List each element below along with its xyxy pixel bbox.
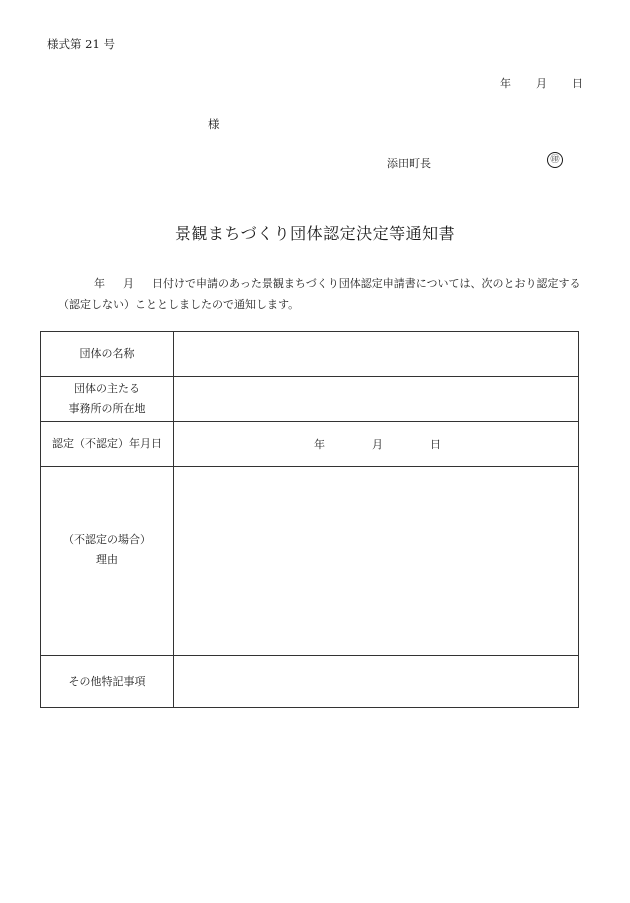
body-paragraph bbox=[58, 273, 586, 315]
table-row bbox=[41, 332, 579, 377]
body-text: 日付けで申請のあった景観まちづくり団体認定申請書については、次のとおり認定する（認定しない）こととしましたので通知します。 bbox=[58, 277, 581, 311]
body-month-label: 月 bbox=[123, 277, 134, 290]
office-address-label-line2: 事務所の所在地 bbox=[68, 402, 146, 415]
date-day-label: 日 bbox=[572, 77, 583, 90]
cert-month-label: 月 bbox=[372, 438, 383, 451]
group-name-label-text: 団体の名称 bbox=[79, 347, 135, 360]
table-row bbox=[41, 422, 579, 467]
office-address-value bbox=[174, 377, 579, 422]
other-notes-value bbox=[174, 656, 579, 708]
other-notes-label bbox=[41, 656, 174, 708]
rejection-reason-label-line2: 理由 bbox=[96, 553, 118, 566]
date-year-label: 年 bbox=[500, 77, 511, 90]
body-year-label: 年 bbox=[94, 277, 105, 290]
table-row bbox=[41, 467, 579, 656]
issuer-name: 添田町長 bbox=[387, 157, 431, 170]
cert-year-label: 年 bbox=[314, 438, 325, 451]
group-name-value bbox=[174, 332, 579, 377]
rejection-reason-value bbox=[174, 467, 579, 656]
certification-date-label-text: 認定（不認定）年月日 bbox=[52, 437, 162, 450]
cert-day-label: 日 bbox=[430, 438, 441, 451]
notification-form-table bbox=[40, 331, 579, 708]
other-notes-label-text: その他特記事項 bbox=[68, 674, 146, 688]
seal-mark: ㊞ bbox=[547, 152, 563, 168]
group-name-label bbox=[41, 332, 174, 377]
issue-date-line bbox=[500, 75, 583, 91]
certification-date-value bbox=[174, 422, 579, 467]
table-row bbox=[41, 656, 579, 708]
rejection-reason-label bbox=[41, 467, 174, 656]
date-month-label: 月 bbox=[536, 77, 547, 90]
document-title: 景観まちづくり団体認定決定等通知書 bbox=[174, 224, 456, 243]
office-address-label-line1: 団体の主たる bbox=[74, 382, 140, 395]
rejection-reason-label-line1: （不認定の場合） bbox=[63, 533, 151, 546]
office-address-label bbox=[41, 377, 174, 422]
form-number: 様式第 21 号 bbox=[47, 37, 115, 51]
addressee-suffix: 様 bbox=[208, 117, 220, 131]
table-row bbox=[41, 377, 579, 422]
certification-date-label bbox=[41, 422, 174, 467]
